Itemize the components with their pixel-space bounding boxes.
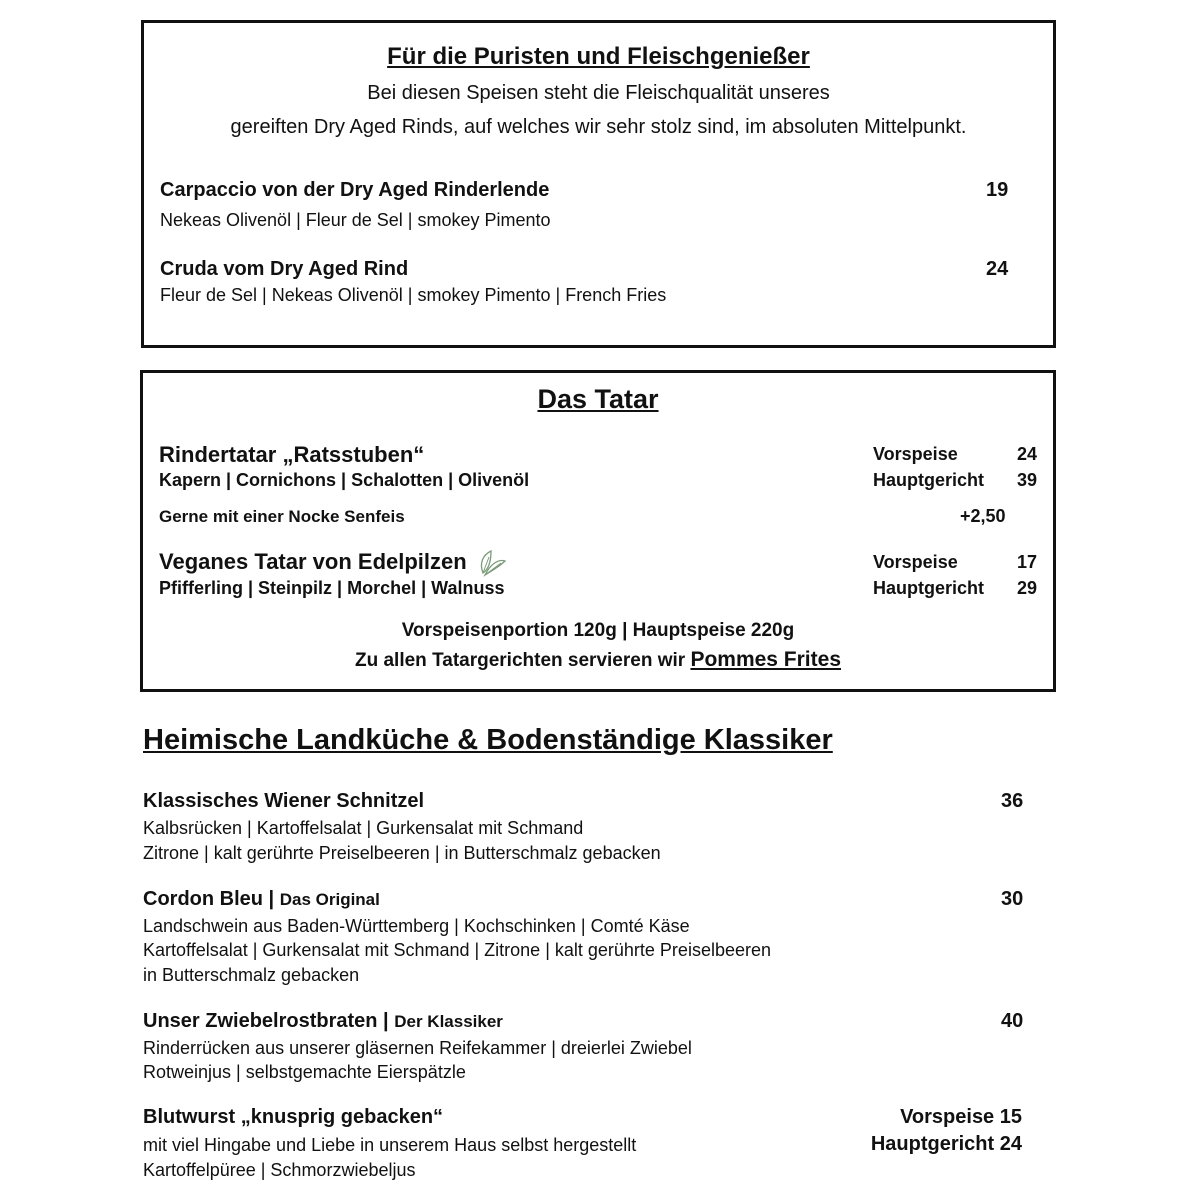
dish-name: Cruda vom Dry Aged Rind (160, 258, 409, 280)
section-title: Das Tatar (537, 384, 659, 414)
portion-note: Vorspeisenportion 120g | Hauptspeise 220g (401, 620, 795, 641)
dish-description: Landschwein aus Baden-Württemberg | Kochschinken | Comté Käse (143, 916, 690, 936)
intro-line: Bei diesen Speisen steht die Fleischqualität unseres (367, 82, 830, 104)
extra-price: +2,50 (960, 506, 1006, 526)
fries-note-highlight: Pommes Frites (690, 648, 841, 671)
section-title: Für die Puristen und Fleischgenießer (387, 43, 810, 70)
dish-name: Klassisches Wiener Schnitzel (143, 790, 425, 812)
tatar-section (140, 370, 1056, 692)
price-value: 17 (1017, 552, 1038, 572)
dish-price: Vorspeise 15 (900, 1106, 1022, 1128)
dish-name: Cordon Bleu | (143, 888, 275, 910)
price-label: Hauptgericht (873, 470, 985, 490)
dish-description: Kapern | Cornichons | Schalotten | Olivenöl (159, 470, 530, 490)
intro-line: gereiften Dry Aged Rinds, auf welches wir sehr stolz sind, im absoluten Mittelpunkt. (230, 116, 967, 138)
dish-description: Kalbsrücken | Kartoffelsalat | Gurkensalat mit Schmand (143, 818, 584, 838)
dish-price: 19 (986, 179, 1009, 201)
dish-description: Kartoffelsalat | Gurkensalat mit Schmand | Zitrone | kalt gerührte Preiselbeeren (143, 940, 771, 960)
dish-title (143, 888, 380, 911)
dish-description: Fleur de Sel | Nekeas Olivenöl | smokey Pimento | French Fries (160, 285, 667, 305)
extra-option: Gerne mit einer Nocke Senfeis (159, 507, 405, 526)
dish-price: 36 (1001, 790, 1024, 812)
dish-description: Pfifferling | Steinpilz | Morchel | Walnuss (159, 578, 505, 598)
dish-name: Blutwurst „knusprig gebacken“ (143, 1106, 444, 1128)
dish-name: Unser Zwiebelrostbraten | (143, 1010, 389, 1032)
fries-note (143, 648, 1053, 672)
price-label: Hauptgericht (873, 578, 985, 598)
dish-description: mit viel Hingabe und Liebe in unserem Haus selbst hergestellt (143, 1135, 637, 1155)
dish-name: Carpaccio von der Dry Aged Rinderlende (160, 179, 550, 201)
fries-note-text: Zu allen Tatargerichten servieren wir (355, 650, 686, 671)
dish-name: Rindertatar „Ratsstuben“ (159, 442, 425, 467)
dish-subtitle: Das Original (279, 890, 380, 909)
price-value: 29 (1017, 578, 1038, 598)
price-value: 24 (1017, 444, 1038, 464)
price-label: Vorspeise (873, 552, 958, 572)
dish-name: Veganes Tatar von Edelpilzen (159, 549, 467, 574)
dish-price: Hauptgericht 24 (870, 1133, 1022, 1155)
dish-title (143, 1010, 503, 1033)
price-value: 39 (1017, 470, 1038, 490)
dish-price: 40 (1001, 1010, 1024, 1032)
puristen-section (141, 20, 1056, 348)
dish-price: 24 (986, 258, 1009, 280)
dish-price: 30 (1001, 888, 1024, 910)
dish-description: Kartoffelpüree | Schmorzwiebeljus (143, 1160, 416, 1180)
dish-description: Rotweinjus | selbstgemachte Eierspätzle (143, 1062, 466, 1082)
dish-description: Zitrone | kalt gerührte Preiselbeeren | in Butterschmalz gebacken (143, 843, 661, 863)
dish-description: Rinderrücken aus unserer gläsernen Reifekammer | dreierlei Zwiebel (143, 1038, 692, 1058)
section-title: Heimische Landküche & Bodenständige Klassiker (143, 724, 833, 756)
dish-description: in Butterschmalz gebacken (143, 965, 360, 985)
price-label: Vorspeise (873, 444, 958, 464)
dish-subtitle: Der Klassiker (394, 1012, 503, 1031)
dish-description: Nekeas Olivenöl | Fleur de Sel | smokey Pimento (160, 210, 551, 230)
